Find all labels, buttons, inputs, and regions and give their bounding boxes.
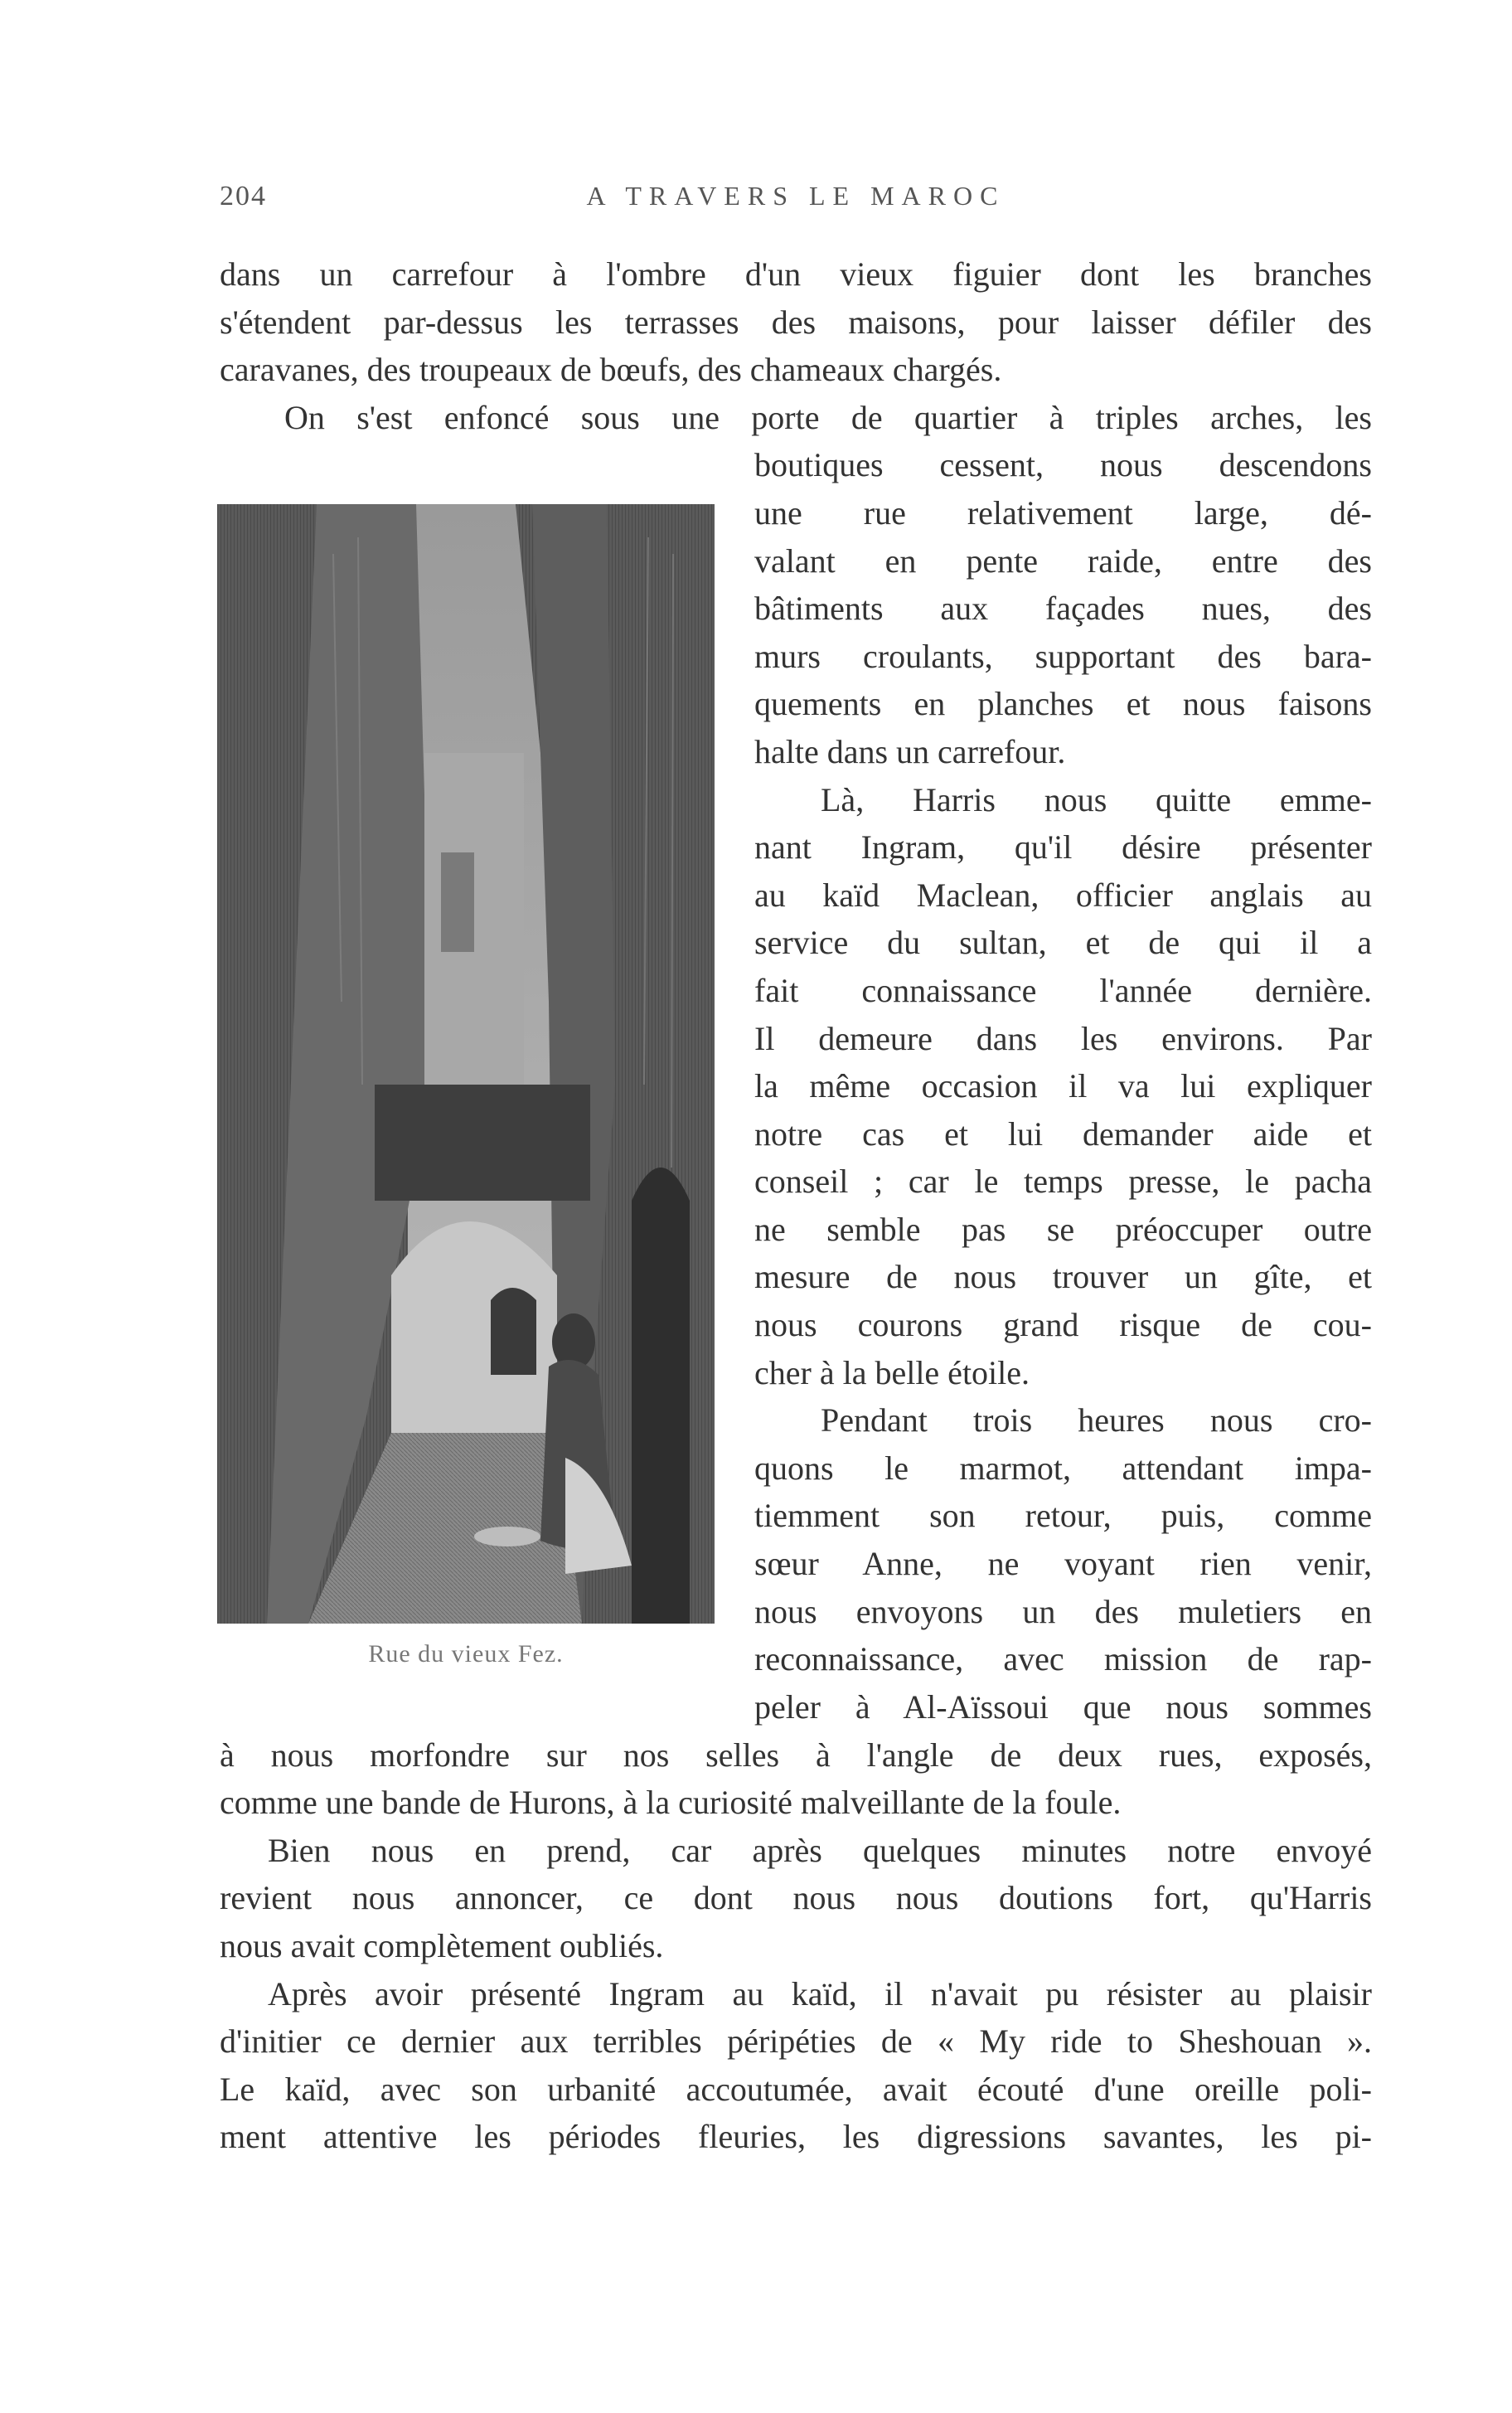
- text-line: On s'est enfoncé sous une porte de quartier à triples arches, les: [284, 398, 1372, 436]
- text-line: au kaïd Maclean, officier anglais au: [754, 876, 1372, 914]
- running-title: A TRAVERS LE MAROC: [586, 181, 1006, 211]
- text-line: cher à la belle étoile.: [754, 1353, 1030, 1391]
- text-line: halte dans un carrefour.: [754, 732, 1066, 770]
- text-line: ne semble pas se préoccuper outre: [754, 1210, 1372, 1248]
- text-line: mesure de nous trouver un gîte, et: [754, 1258, 1372, 1296]
- text-line: nous courons grand risque de cou-: [754, 1306, 1372, 1344]
- text-line: nant Ingram, qu'il désire présenter: [754, 828, 1372, 867]
- text-line: conseil ; car le temps presse, le pacha: [754, 1163, 1372, 1201]
- text-line: Bien nous en prend, car après quelques minutes notre envoyé: [268, 1831, 1372, 1869]
- closing-paragraphs: [220, 1731, 1372, 2161]
- text-line: Pendant trois heures nous cro-: [821, 1401, 1372, 1440]
- text-line: nous envoyons un des muletiers en: [754, 1592, 1372, 1630]
- engraving-figure: [217, 504, 715, 1624]
- text-line: reconnaissance, avec mission de rap-: [754, 1640, 1372, 1678]
- text-line: sœur Anne, ne voyant rien venir,: [754, 1545, 1372, 1583]
- text-line: Là, Harris nous quitte emme-: [821, 780, 1372, 818]
- text-line: à nous morfondre sur nos selles à l'angle de deux rues, exposés,: [220, 1736, 1372, 1774]
- page-number: 204: [220, 181, 267, 211]
- text-line: dans un carrefour à l'ombre d'un vieux figuier dont les branches: [220, 255, 1372, 293]
- street-illustration: [217, 504, 715, 1624]
- text-line: nous avait complètement oubliés.: [220, 1926, 664, 1964]
- text-line: service du sultan, et de qui il a: [754, 924, 1372, 962]
- figure-caption: Rue du vieux Fez.: [368, 1640, 564, 1668]
- text-line: ment attentive les périodes fleuries, les digressions savantes, les pi-: [220, 2118, 1372, 2156]
- text-line: d'initier ce dernier aux terribles péripéties de « My ride to Sheshouan ».: [220, 2022, 1372, 2061]
- text-line: peler à Al-Aïssoui que nous sommes: [754, 1687, 1372, 1726]
- text-line: quements en planches et nous faisons: [754, 685, 1372, 723]
- text-line: valant en pente raide, entre des: [754, 541, 1372, 580]
- running-head: [220, 181, 1372, 222]
- text-line: notre cas et lui demander aide et: [754, 1114, 1372, 1153]
- opening-paragraph: [220, 250, 1372, 441]
- text-line: s'étendent par-dessus les terrasses des maisons, pour laisser défiler des: [220, 303, 1372, 341]
- text-line: Après avoir présenté Ingram au kaïd, il n'avait pu résister au plaisir: [268, 1974, 1372, 2012]
- text-line: quons le marmot, attendant impa-: [754, 1449, 1372, 1487]
- text-line: revient nous annoncer, ce dont nous nous doutions fort, qu'Harris: [220, 1879, 1372, 1917]
- text-line: boutiques cessent, nous descendons: [754, 446, 1372, 484]
- text-line: Il demeure dans les environs. Par: [754, 1019, 1372, 1057]
- text-line: une rue relativement large, dé-: [754, 493, 1372, 532]
- text-line: comme une bande de Hurons, à la curiosité malveillante de la foule.: [220, 1784, 1122, 1822]
- text-line: tiemment son retour, puis, comme: [754, 1497, 1372, 1535]
- text-line: murs croulants, supportant des bara-: [754, 637, 1372, 675]
- wrapped-column: [754, 441, 1372, 1731]
- text-line: Le kaïd, avec son urbanité accoutumée, avait écouté d'une oreille poli-: [220, 2070, 1372, 2108]
- text-line: caravanes, des troupeaux de bœufs, des chameaux chargés.: [220, 351, 1002, 389]
- text-line: la même occasion il va lui expliquer: [754, 1067, 1372, 1105]
- text-line: fait connaissance l'année dernière.: [754, 971, 1372, 1009]
- text-line: bâtiments aux façades nues, des: [754, 590, 1372, 628]
